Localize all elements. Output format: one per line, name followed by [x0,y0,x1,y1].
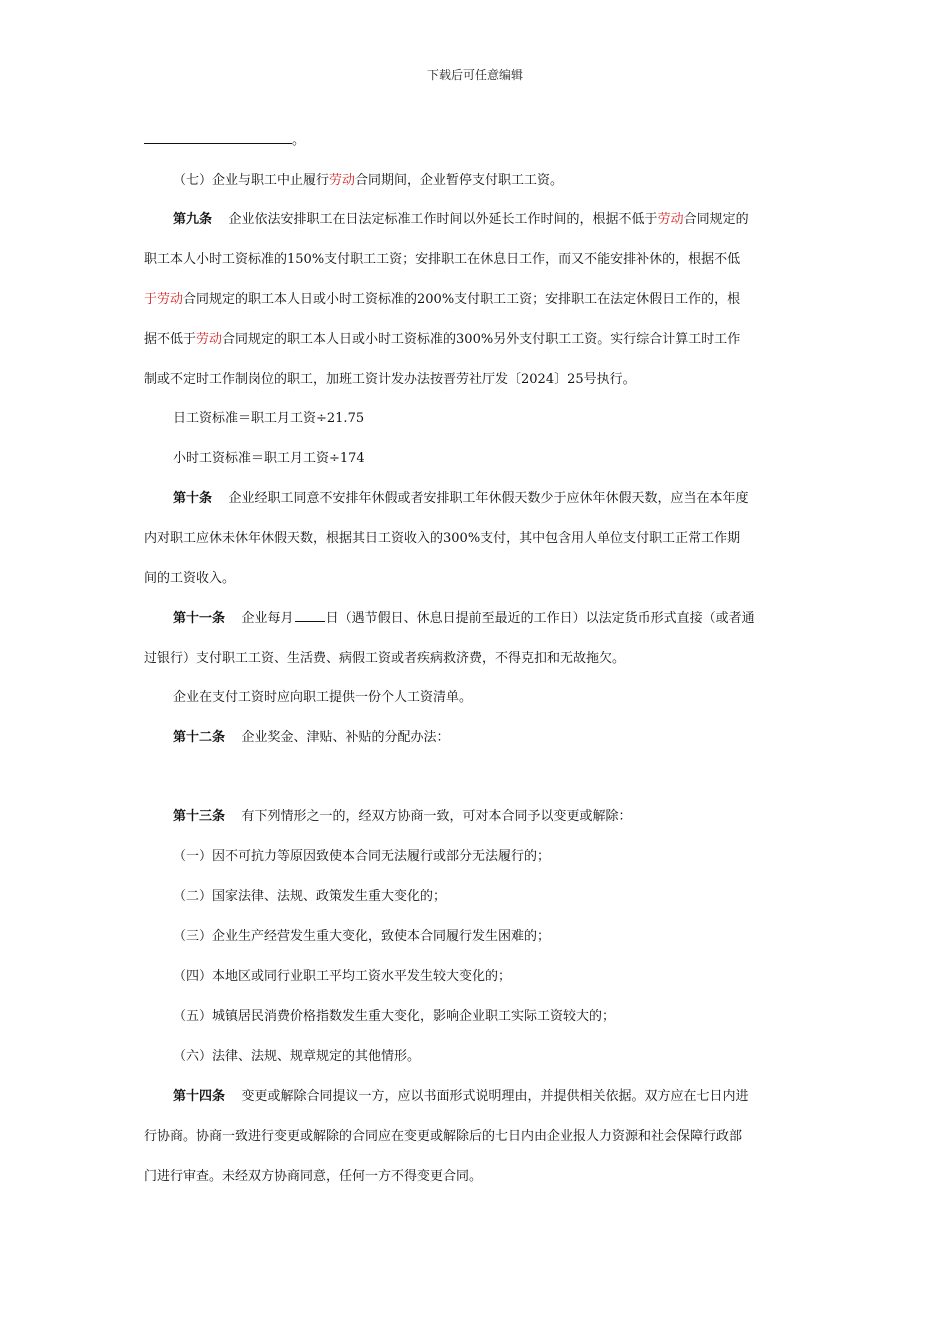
article-10-text: 企业经职工同意不安排年休假或者安排职工年休假天数少于应休年休假天数，应当在本年度 [228,491,749,506]
formula-hourly-wage: 小时工资标准＝职工月工资÷174 [173,451,365,466]
article-9-line-3 [144,288,740,307]
article-9-line-2: 职工本人小时工资标准的150%支付职工工资；安排职工在休息日工作，而又不能安排补休的，根据不低 [144,252,741,267]
item-7-pre: （七）企业与职工中止履行 [173,173,330,188]
article-13-line [173,805,632,824]
article-10-line-3: 间的工资收入。 [144,571,236,586]
article-9-text-e: 合同规定的职工本人日或小时工资标准的300%另外支付职工工资。实行综合计算工时工作 [222,332,741,347]
article-13-item-1: （一）因不可抗力等原因致使本合同无法履行或部分无法履行的； [173,849,551,864]
blank-fill-line [144,129,305,148]
article-12-text: 企业奖金、津贴、补贴的分配办法： [241,730,450,745]
payslip-paragraph: 企业在支付工资时应向职工提供一份个人工资清单。 [173,690,473,705]
article-11-text-a: 企业每月 [241,611,294,626]
article-9-line-1 [173,208,749,227]
article-12-title: 第十二条 [173,730,226,745]
article-11-text-b: 日（遇节假日、休息日提前至最近的工作日）以法定货币形式直接（或者通 [325,611,755,626]
article-9-title: 第九条 [173,212,213,227]
article-9-line-4 [144,328,740,347]
blank-end-mark: 。 [292,133,306,148]
article-13-item-5: （五）城镇居民消费价格指数发生重大变化，影响企业职工实际工资较大的； [173,1009,616,1024]
article-9-highlight-2: 于劳动 [144,292,184,307]
item-7-post: 合同期间，企业暂停支付职工工资。 [355,173,564,188]
article-9-highlight-1: 劳动 [657,212,684,227]
article-9-text-a: 企业依法安排职工在日法定标准工作时间以外延长工作时间的，根据不低于 [228,212,658,227]
article-13-title: 第十三条 [173,809,226,824]
article-9-text-b: 合同规定的 [683,212,749,227]
article-12-line [173,726,450,745]
article-10-title: 第十条 [173,491,213,506]
article-9-line-5: 制或不定时工作制岗位的职工，加班工资计发办法按晋劳社厅发〔2024〕25号执行。 [144,372,636,387]
article-10-line-2: 内对职工应休未休年休假天数，根据其日工资收入的300%支付，其中包含用人单位支付职工正常工作期 [144,531,741,546]
article-13-item-4: （四）本地区或同行业职工平均工资水平发生较大变化的； [173,969,512,984]
article-11-line-2: 过银行）支付职工工资、生活费、病假工资或者疾病救济费，不得克扣和无故拖欠。 [144,651,626,666]
article-13-item-6: （六）法律、法规、规章规定的其他情形。 [173,1049,421,1064]
article-14-line-3: 门进行审查。未经双方协商同意，任何一方不得变更合同。 [144,1169,483,1184]
article-14-line-2: 行协商。协商一致进行变更或解除的合同应在变更或解除后的七日内由企业报人力资源和社会保障行政部 [144,1129,743,1144]
article-14-title: 第十四条 [173,1089,226,1104]
article-10-line-1 [173,487,749,506]
article-14-line-1 [173,1085,749,1104]
article-11-line-1 [173,607,755,626]
article-9-text-d: 据不低于 [144,332,197,347]
formula-daily-wage: 日工资标准＝职工月工资÷21.75 [173,411,365,426]
blank-underline [144,133,292,144]
item-7-highlight: 劳动 [329,173,356,188]
day-blank [295,611,325,622]
article-14-text: 变更或解除合同提议一方，应以书面形式说明理由，并提供相关依据。双方应在七日内进 [241,1089,749,1104]
page-header: 下载后可任意编辑 [426,68,523,82]
item-7-paragraph [173,169,563,188]
article-13-item-2: （二）国家法律、法规、政策发生重大变化的； [173,889,447,904]
article-13-item-3: （三）企业生产经营发生重大变化，致使本合同履行发生困难的； [173,929,551,944]
article-11-title: 第十一条 [173,611,226,626]
article-9-highlight-3: 劳动 [196,332,223,347]
article-13-text: 有下列情形之一的，经双方协商一致，可对本合同予以变更或解除： [241,809,632,824]
article-9-text-c: 合同规定的职工本人日或小时工资标准的200%支付职工工资；安排职工在法定休假日工作的，根 [183,292,741,307]
